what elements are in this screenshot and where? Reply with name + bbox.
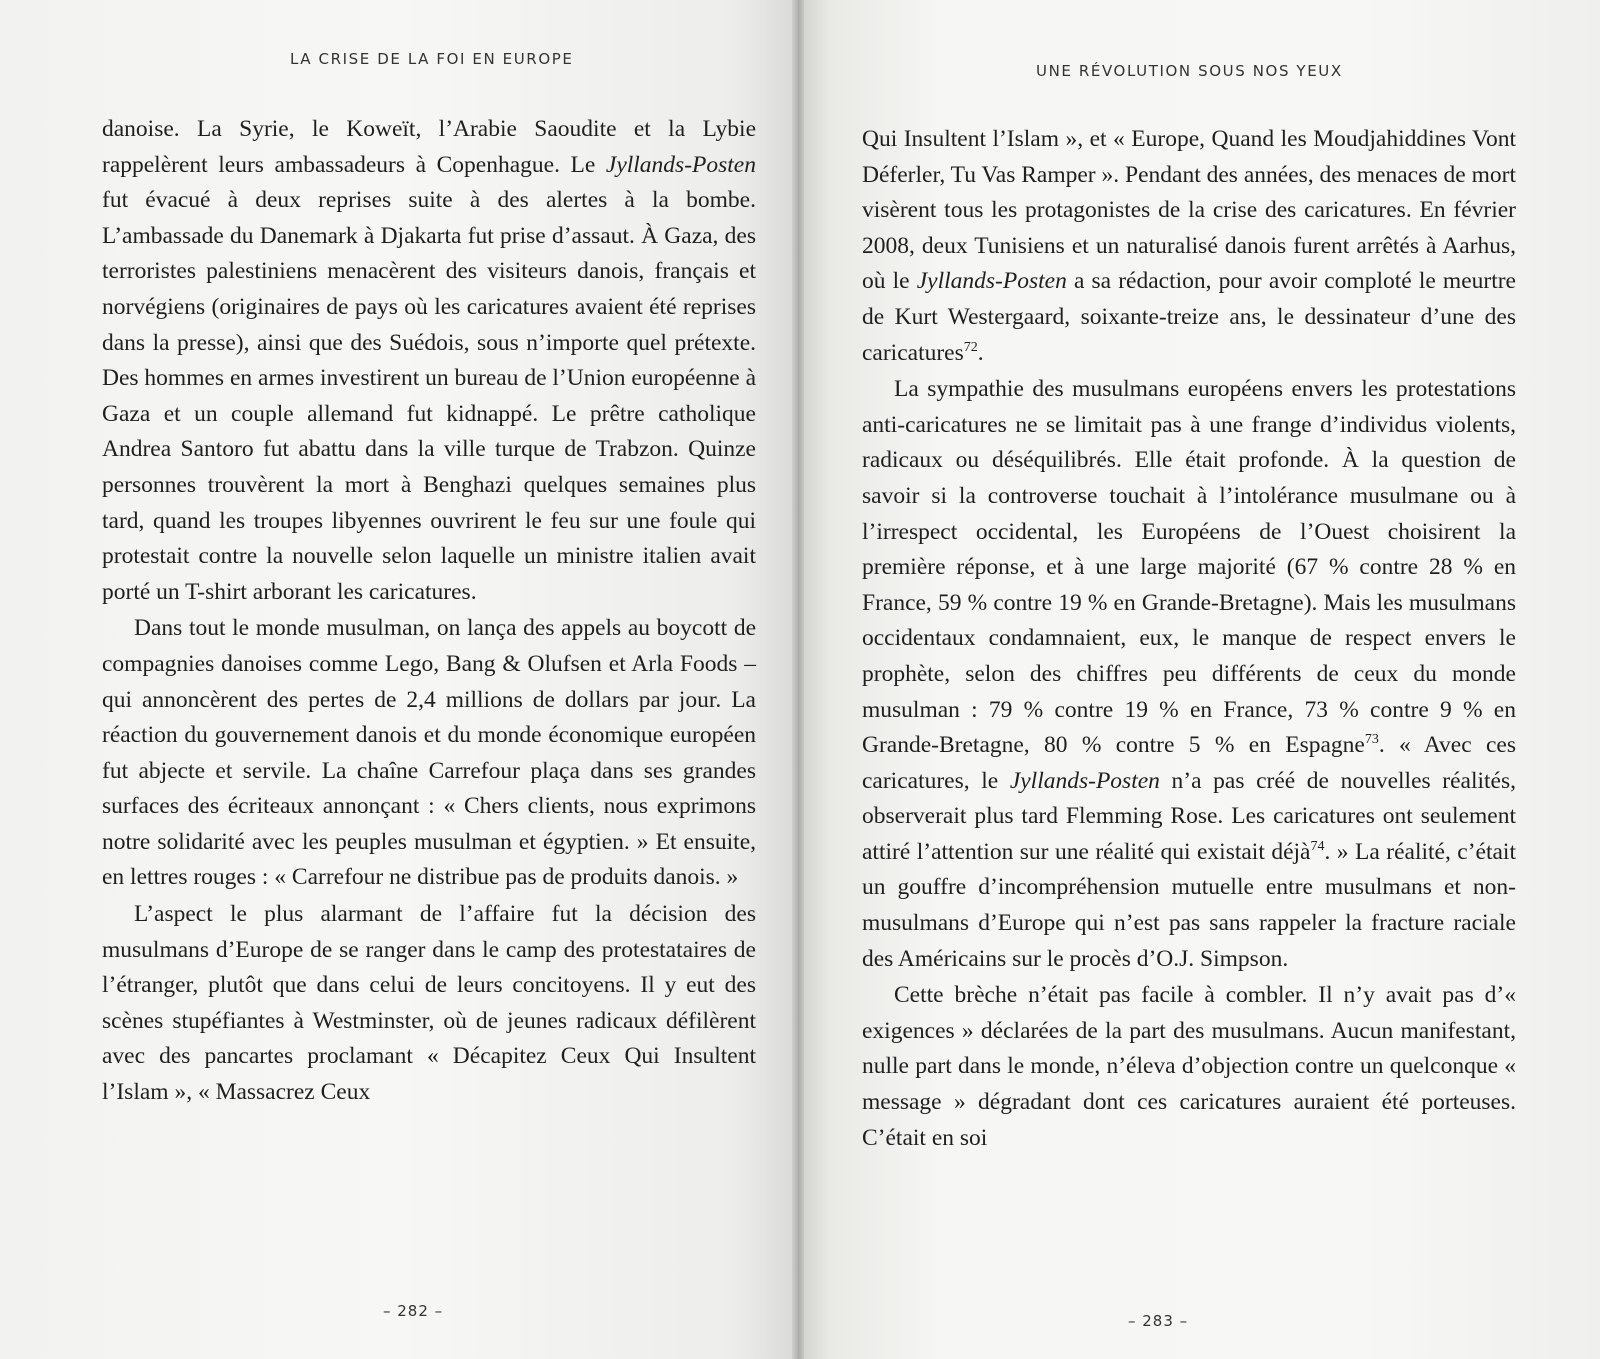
text-run: danoise. La Syrie, le Koweït, l’Arabie Saoudite et la Lybie rappelèrent leurs ambassadeurs à Copenhague. Le	[102, 116, 756, 178]
paragraph	[862, 372, 1516, 977]
paragraph	[102, 611, 756, 896]
footnote-ref: 74	[1310, 839, 1325, 855]
paragraph	[862, 978, 1516, 1156]
text-run: n’a pas créé de nouvelles réalités, observerait plus tard Flemming Rose. Les caricatures ont seulement attiré l’attention sur une réalité qui existait déjà	[862, 767, 1516, 865]
text-run: .	[977, 339, 984, 366]
running-head-left: LA CRISE DE LA FOI EN EUROPE	[290, 50, 574, 68]
text-run: fut évacué à deux reprises suite à des alertes à la bombe. L’ambassade du Danemark à Djakarta fut prise d’assaut. À Gaza, des terroristes palestiniens menacèrent des visiteurs danois, français et norvégiens (originaires de pays où les caricatures avaient été reprises dans la presse), ainsi que des Suédois, sous n’importe quel prétexte. Des hommes en armes investirent un bureau de l’Union européenne à Gaza et un couple allemand fut kidnappé. Le prêtre catholique Andrea Santoro fut abattu dans la ville turque de Trabzon. Quinze personnes trouvèrent la mort à Benghazi quelques semaines plus tard, quand les troupes libyennes ouvrirent le feu sur une foule qui protestait contre la nouvelle selon laquelle un ministre italien avait porté un T-shirt arborant les caricatures.	[102, 187, 756, 605]
text-run: Cette brèche n’était pas facile à combler. Il n’y avait pas d’« exigences » déclarées de la part des musulmans. Aucun manifestant, nulle part dans le monde, n’éleva d’objection contre un quelconque « message » dégradant dont ces caricatures auraient été porteuses. C’était en soi	[862, 982, 1516, 1151]
text-run: Qui Insultent l’Islam », et « Europe, Quand les Moudjahiddines Vont Déferler, Tu Vas Ramper ». Pendant des années, des menaces de mort visèrent tous les protagonistes de la crise des caricatures. En février 2008, deux Tunisiens et un naturalisé danois furent arrêtés à Aarhus, où le	[862, 126, 1516, 295]
body-text-right	[862, 122, 1516, 1156]
running-head-right: UNE RÉVOLUTION SOUS NOS YEUX	[1036, 62, 1343, 80]
left-page	[0, 0, 798, 1359]
italic-title: Jyllands-Posten	[1009, 767, 1160, 794]
page-number-right: – 283 –	[1128, 1312, 1189, 1330]
text-run: La sympathie des musulmans européens envers les protestations anti-caricatures ne se limitait pas à une frange d’individus violents, radicaux ou déséquilibrés. Elle était profonde. À la question de savoir si la controverse touchait à l’intolérance musulmane ou à l’irrespect occidental, les Européens de l’Ouest choisirent la première réponse, et à une large majorité (67 % contre 28 % en France, 59 % contre 19 % en Grande-Bretagne). Mais les musulmans occidentaux condamnaient, eux, le manque de respect envers le prophète, selon des chiffres peu différents de ceux du monde musulman : 79 % contre 19 % en France, 73 % contre 9 % en Grande-Bretagne, 80 % contre 5 % en Espagne	[862, 376, 1516, 759]
text-run: L’aspect le plus alarmant de l’affaire fut la décision des musulmans d’Europe de se ranger dans le camp des protestataires de l’étranger, plutôt que dans celui de leurs concitoyens. Il y eut des scènes stupéfiantes à Westminster, où de jeunes radicaux défilèrent avec des pancartes proclamant « Décapitez Ceux Qui Insultent l’Islam », « Massacrez Ceux	[102, 901, 756, 1106]
body-text-left	[102, 112, 756, 1111]
text-run: Dans tout le monde musulman, on lança des appels au boycott de compagnies danoises comme Lego, Bang & Olufsen et Arla Foods – qui annoncèrent des pertes de 2,4 millions de dollars par jour. La réaction du gouvernement danois et du monde économique européen fut abjecte et servile. La chaîne Carrefour plaça dans ses grandes surfaces des écriteaux annonçant : « Chers clients, nous exprimons notre solidarité avec les peuples musulman et égyptien. » Et ensuite, en lettres rouges : « Carrefour ne distribue pas de produits danois. »	[102, 615, 756, 891]
book-gutter	[792, 0, 804, 1359]
text-run: . « Avec ces caricatures, le	[862, 732, 1516, 794]
footnote-ref: 72	[963, 339, 978, 355]
text-run: . » La réalité, c’était un gouffre d’incompréhension mutuelle entre musulmans et non-musulmans d’Europe qui n’est pas sans rappeler la fracture raciale des Américains sur le procès d’O.J. Simpson.	[862, 838, 1516, 972]
page-number-left: – 282 –	[383, 1302, 444, 1320]
italic-title: Jyllands-Posten	[916, 268, 1067, 295]
footnote-ref: 73	[1364, 732, 1379, 748]
text-run: a sa rédaction, pour avoir comploté le meurtre de Kurt Westergaard, soixante-treize ans, le dessinateur d’une des caricatures	[862, 268, 1516, 366]
paragraph	[862, 122, 1516, 371]
paragraph	[102, 112, 756, 610]
italic-title: Jyllands-Posten	[605, 151, 756, 178]
paragraph	[102, 897, 756, 1111]
right-page	[798, 0, 1600, 1359]
